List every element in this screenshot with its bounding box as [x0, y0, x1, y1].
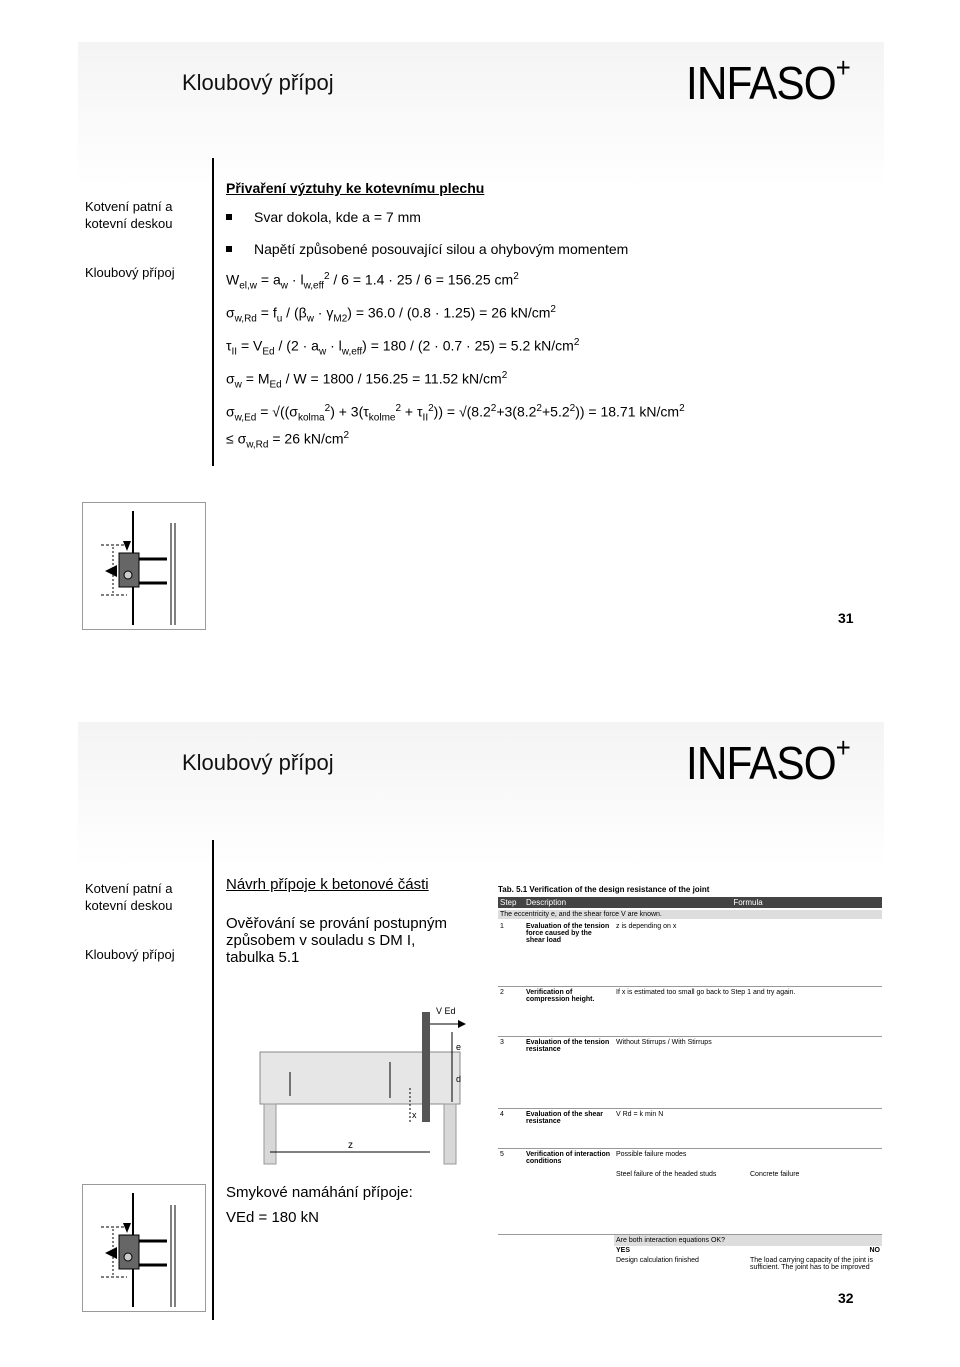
- v-ed-label: V Ed: [436, 1006, 456, 1016]
- equation-check: ≤ $\sigma_{w,Rd} = 26$ $kN/cm^2$: [226, 430, 350, 451]
- infaso-logo: INFASO+: [686, 731, 850, 789]
- table-intro-row: The eccentricity e, and the shear force V are known.: [498, 910, 882, 919]
- slide-content: [226, 180, 876, 480]
- side-label-1: Kotvení patní a: [85, 199, 173, 214]
- equation-sigma-ed: $\sigma_{w,Ed} = √((\sigma_{kolma}^2) + 3(\tau_{kolme}^2 + \tau_{II}^2)) = √(8.2^2+3(8.2^2+5.2^2)) = 18.71$ $kN/cm^2$: [226, 403, 685, 424]
- shear-block: [226, 1184, 413, 1226]
- description-line: tabulka 5.1: [226, 949, 300, 966]
- slide-title: Kloubový přípoj: [182, 70, 334, 95]
- description-line: způsobem v souladu s DM I,: [226, 932, 416, 949]
- table-row: 2 Verification of compression height. If x is estimated too small go back to Step 1 and try again.: [498, 987, 882, 1037]
- col-formula: Formula: [733, 898, 763, 907]
- z-label: z: [348, 1140, 353, 1151]
- page-number: 32: [838, 1290, 854, 1306]
- answer-row: YES NO: [616, 1247, 880, 1254]
- shear-value: VEd = 180 kN: [226, 1209, 319, 1226]
- slide-31: [78, 42, 884, 682]
- divider-line: [212, 840, 214, 1320]
- question-row: Are both interaction equations OK?: [614, 1235, 882, 1246]
- table-row: Steel failure of the headed studs Concrete failure: [498, 1169, 882, 1235]
- connection-thumbnail: [82, 502, 206, 630]
- page-number: 31: [838, 610, 854, 626]
- slide-content: [226, 876, 447, 966]
- table-rows: [498, 921, 882, 1273]
- slide-32: [78, 722, 884, 1362]
- bullet-item: Napětí způsobené posouvající silou a ohybovým momentem: [226, 241, 628, 257]
- section-heading: Návrh přípoje k betonové části: [226, 876, 429, 893]
- bullet-item: Svar dokola, kde a = 7 mm: [226, 209, 421, 225]
- equation-w-el: $W_{el,w} = a_w \cdot l_{w,eff}^2 / 6 = 1.4 \cdot 25 / 6 = 156.25$ $cm^2$: [226, 271, 519, 292]
- table-row: 3 Evaluation of the tension resistance Without Stirrups / With Stirrups: [498, 1037, 882, 1109]
- x-label: x: [412, 1110, 417, 1120]
- side-label-3: Kloubový přípoj: [85, 265, 175, 280]
- side-label-3: Kloubový přípoj: [85, 947, 175, 962]
- equation-tau: $\tau_{II} = V_{Ed} / (2 \cdot a_w \cdot l_{w,eff}) = 180 / (2 \cdot 0.7 \cdot 25) = 5.2$ $kN/cm^2$: [226, 337, 580, 358]
- connection-thumbnail: [82, 1184, 206, 1312]
- description-line: Ověřování se prování postupným: [226, 915, 447, 932]
- side-label-2: kotevní deskou: [85, 898, 173, 913]
- shear-label: Smykové namáhání přípoje:: [226, 1184, 413, 1201]
- col-step: Step: [500, 898, 517, 907]
- connection-figure: [230, 992, 470, 1182]
- equation-sigma-w: $\sigma_w = M_{Ed} / W = 1800 / 156.25 = 11.52$ $kN/cm^2$: [226, 370, 508, 391]
- e-label: e: [456, 1042, 462, 1052]
- table-row: 5 Verification of interaction conditions Possible failure modes: [500, 1151, 687, 1165]
- verification-table: [498, 885, 882, 1359]
- table-header: [498, 897, 882, 908]
- divider-line: [212, 158, 214, 466]
- table-caption: Tab. 5.1 Verification of the design resistance of the joint: [498, 885, 710, 894]
- equation-sigma-rd: $\sigma_{w,Rd} = f_u / (\beta_w \cdot \gamma_{M2}) = 36.0 / (0.8 \cdot 1.25) = 26$ $kN/cm^2$: [226, 304, 556, 325]
- d-label: d: [456, 1074, 462, 1084]
- section-heading: Přivaření výztuhy ke kotevnímu plechu: [226, 180, 485, 196]
- connection-sketch: [83, 1185, 207, 1313]
- slide-title: Kloubový přípoj: [182, 750, 334, 775]
- infaso-logo: INFASO+: [686, 51, 850, 109]
- result-row: Design calculation finished The load carrying capacity of the joint is sufficient. The joint has to be improved: [616, 1257, 873, 1271]
- table-row: 1 Evaluation of the tension force caused by the shear load z is depending on x: [498, 921, 882, 987]
- col-description: Description: [526, 898, 567, 907]
- connection-sketch: [83, 503, 207, 631]
- side-label-2: kotevní deskou: [85, 216, 173, 231]
- side-label-1: Kotvení patní a: [85, 881, 173, 896]
- table-row: 4 Evaluation of the shear resistance V Rd = k min N: [498, 1109, 882, 1149]
